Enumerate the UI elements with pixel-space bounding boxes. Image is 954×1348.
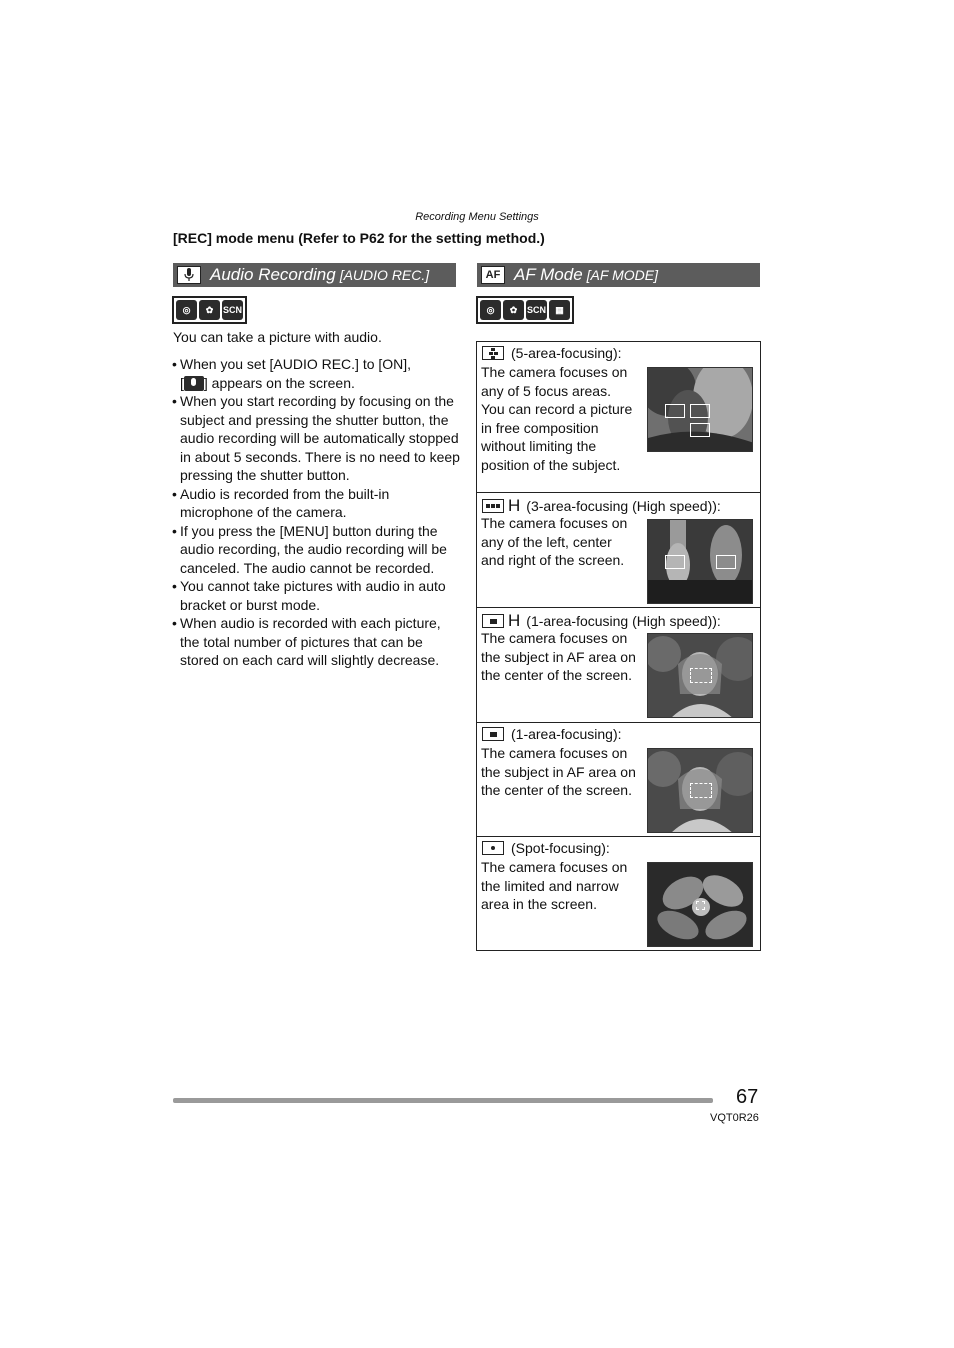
audio-rec-subtitle: [AUDIO REC.] <box>339 267 430 283</box>
sample-photo-1-area <box>647 748 753 833</box>
microphone-icon <box>177 266 201 284</box>
high-speed-icon: H <box>508 611 521 630</box>
af-row-spot <box>477 837 760 950</box>
list-item: • If you press the [MENU] button during the audio recording, the audio recording will be canceled. The audio cannot be recorded. <box>172 522 462 578</box>
three-area-focus-icon <box>482 499 504 513</box>
af-row-heading: (1-area-focusing (High speed)): <box>526 613 721 629</box>
af-row-5-area <box>477 342 760 493</box>
audio-rec-section-bar <box>173 263 456 287</box>
audio-rec-title: Audio Recording <box>210 265 336 284</box>
audio-rec-notes <box>172 355 462 670</box>
footer-rule <box>173 1098 713 1103</box>
af-mode-table <box>476 341 761 951</box>
list-item: • Audio is recorded from the built-in microphone of the camera. <box>172 485 462 522</box>
af-row-description: The camera focuses on the subject in AF area on the center of the screen. <box>481 745 636 798</box>
scene-mode-icon: SCN <box>222 300 243 320</box>
document-code: VQT0R26 <box>710 1112 759 1124</box>
one-area-focus-icon <box>482 614 504 628</box>
af-mode-mode-icons <box>476 296 574 324</box>
af-row-description: The camera focuses on the subject in AF area on the center of the screen. <box>481 630 636 683</box>
af-mode-section-bar <box>477 263 760 287</box>
camera-mode-icon: ◎ <box>176 300 197 320</box>
af-row-description: The camera focuses on the limited and narrow area in the screen. <box>481 859 628 912</box>
list-item: • You cannot take pictures with audio in auto bracket or burst mode. <box>172 577 462 614</box>
af-row-heading: (5-area-focusing): <box>511 345 622 361</box>
macro-mode-icon: ✿ <box>503 300 524 320</box>
motion-picture-mode-icon: ▦ <box>549 300 570 320</box>
one-area-focus-icon <box>482 727 504 741</box>
list-item: • When audio is recorded with each picture, the total number of pictures that can be stored on each card will slightly decrease. <box>172 614 462 670</box>
audio-indicator-icon <box>184 376 204 391</box>
camera-mode-icon: ◎ <box>480 300 501 320</box>
af-row-3-area-high-speed <box>477 493 760 608</box>
high-speed-icon: H <box>508 496 521 515</box>
af-icon: AF <box>481 266 505 284</box>
af-row-description: The camera focuses on any of 5 focus areas. You can record a picture in free composition without limiting the position of the subject. <box>481 364 633 473</box>
macro-mode-icon: ✿ <box>199 300 220 320</box>
list-item: • When you start recording by focusing on the subject and pressing the shutter button, the audio recording will be automatically stopped in about 5 seconds. There is no need to keep pressing the shutter button. <box>172 392 462 485</box>
sample-photo-spot <box>647 862 753 947</box>
running-header: Recording Menu Settings <box>415 211 539 223</box>
spot-focus-icon <box>482 841 504 855</box>
audio-rec-mode-icons <box>172 296 247 324</box>
menu-heading: [REC] mode menu (Refer to P62 for the setting method.) <box>173 230 545 246</box>
af-row-1-area <box>477 723 760 837</box>
af-row-1-area-high-speed <box>477 608 760 723</box>
af-row-heading: (Spot-focusing): <box>511 840 610 856</box>
list-item: • When you set [AUDIO REC.] to [ON], [ ] appears on the screen. <box>172 355 462 392</box>
sample-photo-3-area <box>647 519 753 604</box>
af-row-description: The camera focuses on any of the left, center and right of the screen. <box>481 515 628 568</box>
af-row-heading: (1-area-focusing): <box>511 726 622 742</box>
sample-photo-1-area-high-speed <box>647 633 753 718</box>
page-number: 67 <box>736 1086 759 1108</box>
scene-mode-icon: SCN <box>526 300 547 320</box>
af-mode-title: AF Mode <box>514 265 583 284</box>
audio-rec-intro: You can take a picture with audio. <box>173 329 382 345</box>
af-mode-subtitle: [AF MODE] <box>586 267 658 283</box>
sample-photo-5-area <box>647 367 753 452</box>
five-area-focus-icon <box>482 346 504 360</box>
af-row-heading: (3-area-focusing (High speed)): <box>526 498 721 514</box>
